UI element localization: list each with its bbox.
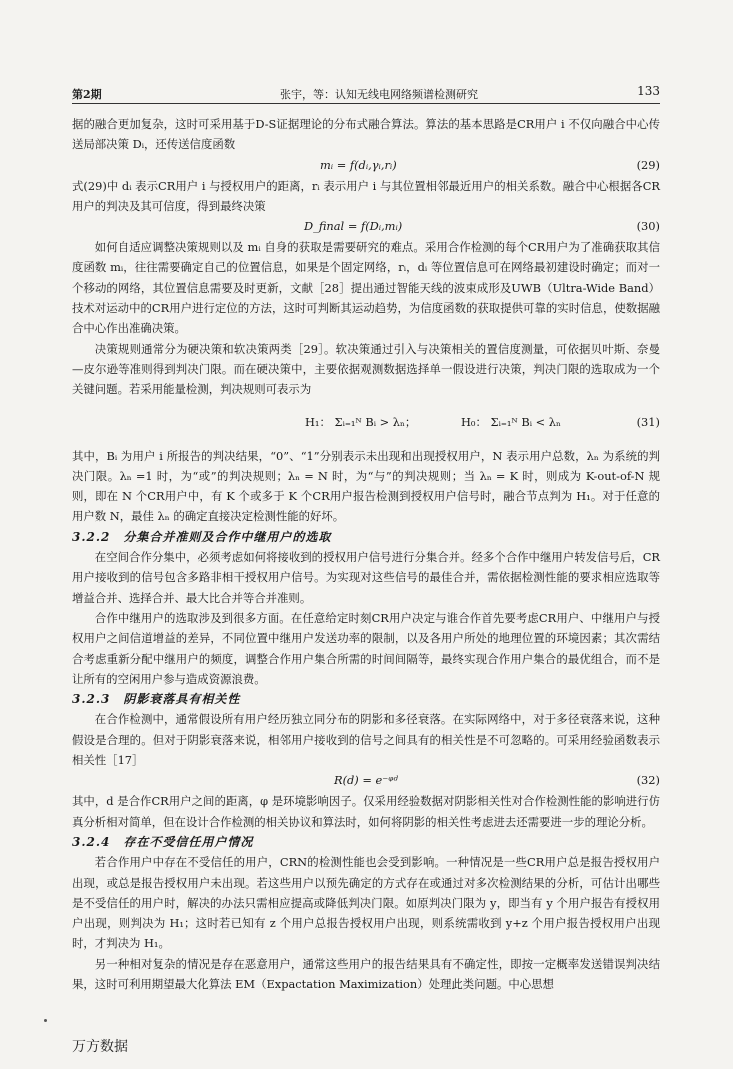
equation-29-number: (29) (636, 157, 660, 172)
equation-32-formula: R(d) = e⁻ᵠᵈ (334, 773, 398, 788)
equation-29-formula: mᵢ = f(dᵢ,γᵢ,rᵢ) (320, 157, 397, 172)
equation-30-number: (30) (636, 219, 660, 234)
section-heading-3-2-2: 3.2.2 分集合并准则及合作中继用户的选取 (72, 529, 332, 544)
paragraph-3: 如何自适应调整决策规则以及 mᵢ 自身的获取是需要研究的难点。采用合作检测的每个CR用户为了准确获取其信度函数 mᵢ，往往需要确定自己的位置信息，如果是个固定网络，rᵢ，dᵢ 等位置信息可在网络最初建设时确定；而对一个移动的网络，其位置信息需要及时更新，文献［28］提出通过智能天线的波束成形及UWB（Ultra-Wide Band）技术对运动中的CR用户进行定位的方法，这时可判断其运动趋势，为信度函数的获取提供可靠的实时信息，使数据融合中心作出准确决策。 (72, 240, 660, 336)
paragraph-2: 式(29)中 dᵢ 表示CR用户 i 与授权用户的距离，rᵢ 表示用户 i 与其位置相邻最近用户的相关系数。融合中心根据各CR用户的判决及其可信度，得到最终决策 (72, 178, 660, 213)
page-number: 133 (637, 84, 660, 98)
equation-31-h1: H₁： Σᵢ₌₁ᴺ Bᵢ > λₙ； (305, 414, 417, 429)
watermark: 万方数据 (72, 1039, 128, 1055)
paragraph-4: 决策规则通常分为硬决策和软决策两类［29］。软决策通过引入与决策相关的置信度测量，可依据贝叶斯、奈曼—皮尔逊等准则得到判决门限。而在硬决策中，主要依据观测数据选择单一假设进行决策，判决门限的选取成为一个关键问题。若采用能量检测，判决规则可表示为 (72, 341, 660, 397)
equation-31-h0: H₀： Σᵢ₌₁ᴺ Bᵢ < λₙ (461, 414, 561, 429)
equation-32-number: (32) (636, 773, 660, 788)
scan-speck (44, 1019, 47, 1022)
equation-32 (72, 770, 660, 791)
header-rule (72, 103, 660, 104)
equation-31-number: (31) (636, 414, 660, 429)
equation-30 (72, 216, 660, 237)
equation-30-formula: D_final = f(Dᵢ,mᵢ) (304, 219, 403, 234)
paragraph-8: 在合作检测中，通常假设所有用户经历独立同分布的阴影和多径衰落。在实际网络中，对于多径衰落来说，这种假设是合理的。但对于阴影衰落来说，相邻用户接收到的信号之间具有的相关性是不可忽略的。可采用经验函数表示相关性［17］ (72, 712, 660, 768)
section-heading-3-2-3: 3.2.3 阴影衰落具有相关性 (72, 692, 241, 707)
running-title: 张宇，等：认知无线电网络频谱检测研究 (280, 88, 478, 101)
body-text (72, 114, 660, 994)
paragraph-1: 据的融合更加复杂，这时可采用基于D-S证据理论的分布式融合算法。算法的基本思路是CR用户 i 不仅向融合中心传送局部决策 Dᵢ，还传送信度函数 (72, 117, 660, 152)
paragraph-11: 另一种相对复杂的情况是存在恶意用户，通常这些用户的报告结果具有不确定性，即按一定概率发送错误判决结果，这时可利用期望最大化算法 EM（Expactation Maximization）处理此类问题。中心思想 (72, 956, 660, 991)
paragraph-6: 在空间合作分集中，必须考虑如何将接收到的授权用户信号进行分集合并。经多个合作中继用户转发信号后，CR用户接收到的信号包含多路非相干授权用户信号。为实现对这些信号的最佳合并，需依据检测性能的要求相应选取等增益合并、选择合并、最大比合并等合并准则。 (72, 550, 660, 605)
issue-label: 第2期 (72, 88, 102, 101)
paragraph-5: 其中，Bᵢ 为用户 i 所报告的判决结果，“0”、“1”分别表示未出现和出现授权用户，N 表示用户总数，λₙ 为系统的判决门限。λₙ =1 时，为“或”的判决规则；λₙ = N 时，为“与”的判决规则；当 λₙ = K 时，则成为 K-out-of-N 规则，即在 N 个CR用户中，有 K 个或多于 K 个CR用户报告检测到授权用户信号时，融合节点判为 H₁。对于任意的用户数 N，最佳 λₙ 的确定直接决定检测性能的好坏。 (72, 448, 660, 524)
paragraph-9: 其中，d 是合作CR用户之间的距离，φ 是环境影响因子。仅采用经验数据对阴影相关性对合作检测性能的影响进行仿真分析相对简单，但在设计合作检测的相关协议和算法时，如何将阴影的相关性考虑进去还需要进一步的理论分析。 (72, 794, 660, 829)
paragraph-10: 若合作用户中存在不受信任的用户，CRN的检测性能也会受到影响。一种情况是一些CR用户总是报告授权用户出现，或总是报告授权用户未出现。若这些用户以预先确定的方式存在或通过对多次检测结果的分析，可估计出哪些是不受信任的用户时，解决的办法只需相应提高或降低判决门限。如原判决门限为 y，即当有 y 个用户报告有授权用户出现，则判决为 H₁；这时若已知有 z 个用户总报告授权用户出现，则系统需收到 y+z 个用户报告授权用户出现时，才判决为 H₁。 (72, 855, 660, 951)
section-heading-3-2-4: 3.2.4 存在不受信任用户情况 (72, 834, 254, 849)
equation-31 (72, 400, 660, 446)
paragraph-7: 合作中继用户的选取涉及到很多方面。在任意给定时刻CR用户决定与谁合作首先要考虑CR用户、中继用户与授权用户之间信道增益的差异，不同位置中继用户发送功率的限制，以及各用户所处的地理位置的环境因素；其次需结合考虑重新分配中继用户的频度，调整合作用户集合所需的时间间隔等，最终实现合作用户集合的最优组合，而不是让所有的空闲用户参与造成资源浪费。 (72, 610, 660, 686)
equation-29 (72, 155, 660, 176)
page-header (72, 84, 660, 102)
